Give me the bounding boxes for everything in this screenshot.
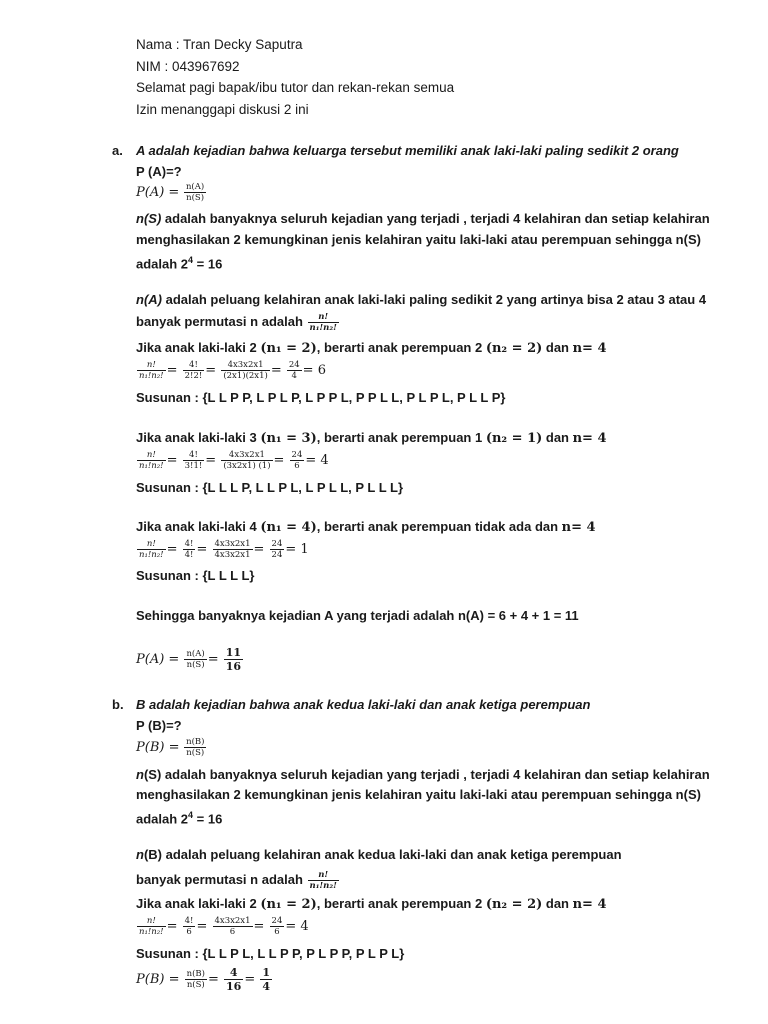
intro-line: Izin menanggapi diskusi 2 ini [136, 102, 309, 117]
part-a-p-label: P (A)=? [136, 164, 182, 179]
case3-intro: Jika anak laki-laki 4 (n₁ = 4), berarti anak perempuan tidak ada dan n= 4 [136, 519, 596, 535]
part-b-case-result: 4 [300, 919, 309, 934]
part-b-case-intro: Jika anak laki-laki 2 (n₁ = 2), berarti anak perempuan 2 (n₂ = 2) dan n= 4 [136, 896, 607, 912]
part-b-formula: P(B) = $\frac{n(B)}{n(S)}$ [136, 737, 205, 758]
part-a-answer: $\frac{11}{16}$ [225, 646, 242, 673]
part-a-formula [136, 182, 207, 203]
part-a-marker: a. [112, 143, 123, 158]
case3-calculation: $\frac{n!}{\text{n₁!n₂!}}$ = $\frac{4!}{4!}$ = $\frac{4x3x2x1}{4x3x2x1}$ = $\frac{24}{24}$ = 1 [139, 539, 309, 560]
part-b-question: B adalah kejadian bahwa anak kedua laki-laki dan anak ketiga perempuan [136, 697, 591, 712]
part-a-question: A adalah kejadian bahwa keluarga tersebut memiliki anak laki-laki paling sedikit 2 orang [136, 143, 679, 158]
part-b-susunan: Susunan : {L L P L, L L P P, P L P P, P L P L} [136, 946, 405, 961]
part-a-ns-line3: adalah $2^4 = 16$ [136, 255, 223, 272]
formula-lhs: P(A) = [136, 184, 180, 200]
part-b-final: P(B) = $\frac{n(B)}{n(S)}$ = $\frac{4}{16}$ = $\frac{1}{4}$ [136, 966, 270, 993]
case2-intro: Jika anak laki-laki 3 (n₁ = 3), berarti anak perempuan 1 (n₂ = 1) dan n= 4 [136, 430, 607, 446]
part-b-calculation: $\frac{n!}{\text{n₁!n₂!}}$ = $\frac{4!}{6}$ = $\frac{4x3x2x1}{6}$ = $\frac{24}{6}$ = 4 [139, 916, 309, 937]
case1-result: 6 [317, 363, 326, 378]
case1-intro: Jika anak laki-laki 2 (n₁ = 2), berarti anak perempuan 2 (n₂ = 2) dan n= 4 [136, 340, 607, 356]
part-b-ns-line3: adalah $2^4 = 16$ [136, 810, 223, 827]
part-b-marker: b. [112, 697, 124, 712]
part-b-p-label: P (B)=? [136, 718, 182, 733]
case2-result: 4 [320, 453, 329, 468]
case3-susunan: Susunan : {L L L L} [136, 568, 255, 583]
student-name: Nama : Tran Decky Saputra [136, 37, 303, 52]
case2-calculation: $\frac{n!}{\text{n₁!n₂!}}$ = $\frac{4!}{3!1!}$ = $\frac{4x3x2x1}{(3x2x1) (1)}$ = $\frac{24}{6}$ = 4 [139, 450, 329, 471]
permutation-fraction: $\frac{n!}{\text{n₁!n₂!}}$ [309, 312, 337, 333]
part-a-final: P(A) = $\frac{n(A)}{n(S)}$ = $\frac{11}{16}$ [136, 646, 242, 673]
part-b-ns-line1: n(S) adalah banyaknya seluruh kejadian yang terjadi , terjadi 4 kelahiran dan setiap kelahiran [136, 767, 710, 782]
part-a-ns-line2: menghasilakan 2 kemungkinan jenis kelahiran yaitu laki-laki atau perempuan sehingga n(S) [136, 232, 701, 247]
case2-susunan: Susunan : {L L L P, L L P L, L P L L, P L L L} [136, 480, 404, 495]
part-a-permutation-line: banyak permutasi n adalah $\frac{n!}{\text{n₁!n₂!}}$ [136, 312, 337, 333]
greeting: Selamat pagi bapak/ibu tutor dan rekan-rekan semua [136, 80, 455, 95]
case1-susunan: Susunan : {L L P P, L P L P, L P P L, P P L L, P L P L, P L L P} [136, 390, 506, 405]
part-b-ns-line2: menghasilakan 2 kemungkinan jenis kelahiran yaitu laki-laki atau perempuan sehingga n(S) [136, 787, 701, 802]
part-a-summary: Sehingga banyaknya kejadian A yang terjadi adalah n(A) = 6 + 4 + 1 = 11 [136, 608, 579, 623]
part-a-ns-line1: n(S) adalah banyaknya seluruh kejadian yang terjadi , terjadi 4 kelahiran dan setiap kelahiran [136, 211, 710, 226]
part-b-nb-line: n(B) adalah peluang kelahiran anak kedua laki-laki dan anak ketiga perempuan [136, 847, 622, 862]
formula-fraction: $\frac{n(A)}{n(S)}$ [185, 182, 205, 203]
part-a-na-line: n(A) adalah peluang kelahiran anak laki-laki paling sedikit 2 yang artinya bisa 2 atau 3 atau 4 [136, 292, 707, 307]
case1-calculation: $\frac{n!}{\text{n₁!n₂!}}$ = $\frac{4!}{2!2!}$ = $\frac{4x3x2x1}{(2x1)(2x1)}$ = $\frac{24}{4}$ = 6 [139, 360, 326, 381]
part-b-permutation-line: banyak permutasi n adalah $\frac{n!}{\text{n₁!n₂!}}$ [136, 870, 337, 891]
student-nim: NIM : 043967692 [136, 59, 240, 74]
case3-result: 1 [300, 542, 309, 557]
part-b-answer: $\frac{1}{4}$ [262, 966, 270, 993]
